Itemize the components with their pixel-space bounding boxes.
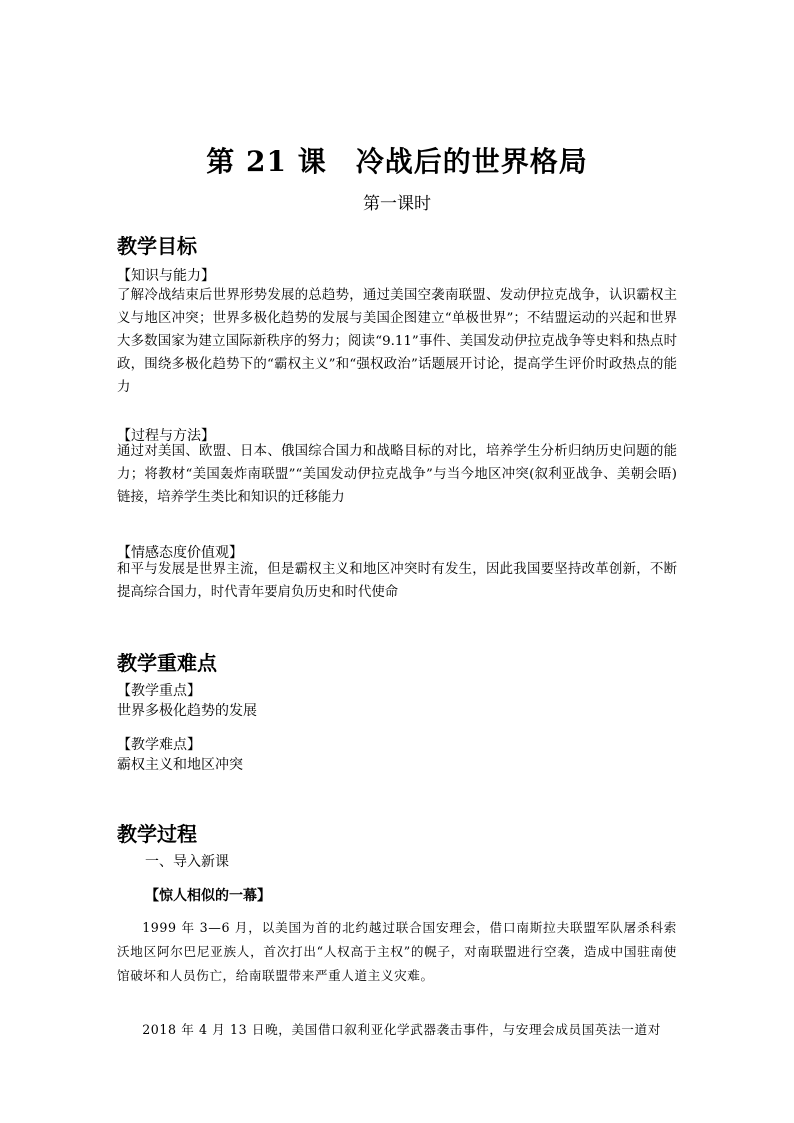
emotion-text: 和平与发展是世界主流，但是霸权主义和地区冲突时有发生，因此我国要坚持改革创新，不断提高综合国力，时代青年要肩负历史和时代使命 (117, 562, 677, 600)
focus-tag: 【教学重点】 (117, 683, 201, 699)
page-title: 第 21 课 冷战后的世界格局 (206, 145, 588, 178)
difficulty-tag: 【教学难点】 (117, 737, 201, 753)
key-points-heading: 教学重难点 (117, 651, 217, 675)
body-paragraph-2018: 2018 年 4 月 13 日晚，美国借口叙利亚化学武器袭击事件，与安理会成员国英法一道对 (142, 1022, 661, 1037)
process-method-tag: 【过程与方法】 (117, 428, 215, 444)
knowledge-text: 了解冷战结束后世界形势发展的总趋势，通过美国空袭南联盟、发动伊拉克战争，认识霸权主义与地区冲突；世界多极化趋势的发展与美国企图建立“单极世界”；不结盟运动的兴起和世界大多数国家为建立国际新秩序的努力；阅读“9.11”事件、美国发动伊拉克战争等史料和热点时政，围绕多极化趋势下的“霸权主义”和“强权政治”话题展开讨论，提高学生评价时政热点的能力 (117, 288, 677, 395)
knowledge-tag: 【知识与能力】 (117, 268, 215, 284)
step-intro: 一、导入新课 (145, 854, 229, 870)
emotion-tag: 【情感态度价值观】 (117, 545, 243, 561)
process-heading: 教学过程 (117, 822, 197, 846)
focus-text: 世界多极化趋势的发展 (117, 703, 257, 719)
body-paragraph-1999: 1999 年 3—6 月，以美国为首的北约越过联合国安理会，借口南斯拉夫联盟军队屠杀科索沃地区阿尔巴尼亚族人，首次打出“人权高于主权”的幌子，对南联盟进行空袭，造成中国驻南使馆破坏和人员伤亡，给南联盟带来严重人道主义灾难。 (117, 920, 677, 983)
process-method-text: 通过对美国、欧盟、日本、俄国综合国力和战略目标的对比，培养学生分析归纳历史问题的能力；将教材“美国轰炸南联盟”“美国发动伊拉克战争”与当今地区冲突(叙利亚战争、美朝会晤)链接，培养学生类比和知识的迁移能力 (117, 444, 677, 505)
page-subtitle: 第一课时 (363, 194, 431, 214)
scene-tag: 【惊人相似的一幕】 (145, 888, 271, 904)
difficulty-text: 霸权主义和地区冲突 (117, 757, 243, 773)
objectives-heading: 教学目标 (117, 234, 197, 258)
